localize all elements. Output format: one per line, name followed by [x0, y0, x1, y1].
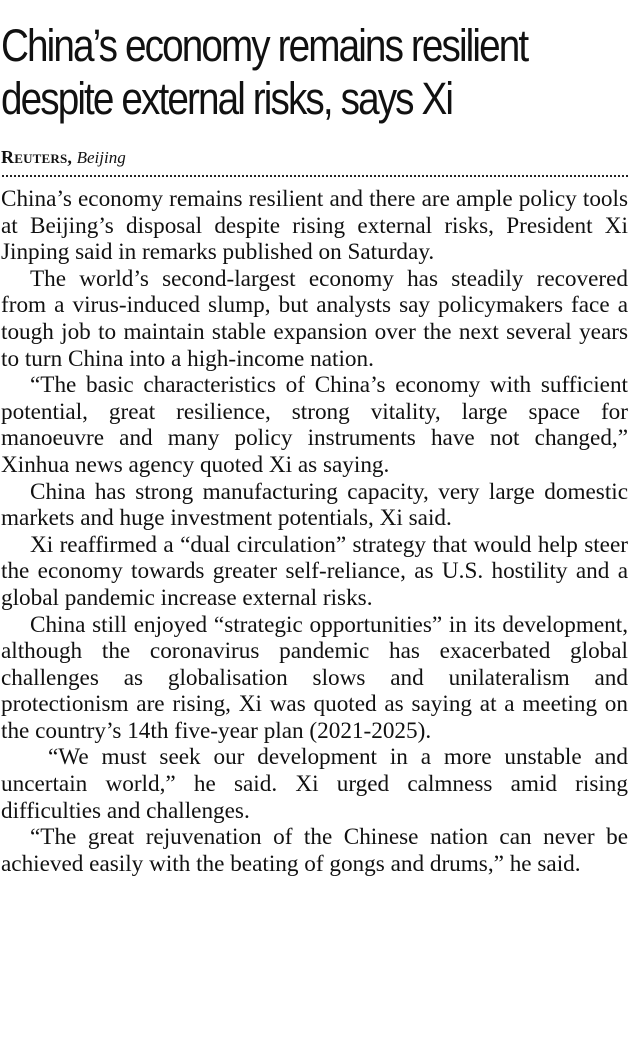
news-article — [0, 19, 629, 1059]
byline-agency: Reuters, — [1, 147, 73, 167]
body-paragraph: “We must seek our development in a more unstable and uncertain world,” he said. Xi urged calmness amid rising difficulties and challenges. — [1, 744, 628, 824]
headline-line-2: despite external risks, says Xi — [1, 73, 453, 124]
article-body — [1, 186, 628, 877]
body-paragraph: “The basic characteristics of China’s economy with sufficient potential, great resilience, strong vitality, large space for manoeuvre and many policy instruments have not changed,” Xinhua news agency quoted Xi as saying. — [1, 372, 628, 478]
body-paragraph: “The great rejuvenation of the Chinese nation can never be achieved easily with the beating of gongs and drums,” he said. — [1, 824, 628, 877]
body-paragraph: China’s economy remains resilient and there are ample policy tools at Beijing’s disposal despite rising external risks, President Xi Jinping said in remarks published on Saturday. — [1, 186, 628, 266]
body-paragraph: Xi reaffirmed a “dual circulation” strategy that would help steer the economy towards greater self-reliance, as U.S. hostility and a global pandemic increase external risks. — [1, 531, 628, 611]
body-paragraph: The world’s second-largest economy has steadily recovered from a virus-induced slump, but analysts say policymakers face a tough job to maintain stable expansion over the next several years to turn China into a high-income nation. — [1, 265, 628, 372]
dotted-divider — [2, 175, 628, 177]
body-paragraph: China has strong manufacturing capacity, very large domestic markets and huge investment potentials, Xi said. — [1, 478, 628, 532]
headline-line-1: China’s economy remains resilient — [1, 20, 528, 71]
article-headline — [1, 19, 629, 125]
byline-dateline: Beijing — [76, 148, 126, 167]
body-paragraph: China still enjoyed “strategic opportunities” in its development, although the coronavirus pandemic has exacerbated global challenges as globalisation slows and unilateralism and protectionism are rising, Xi was quoted as saying at a meeting on the country’s 14th five-year plan (2021-2025). — [1, 611, 628, 744]
byline — [1, 146, 628, 168]
